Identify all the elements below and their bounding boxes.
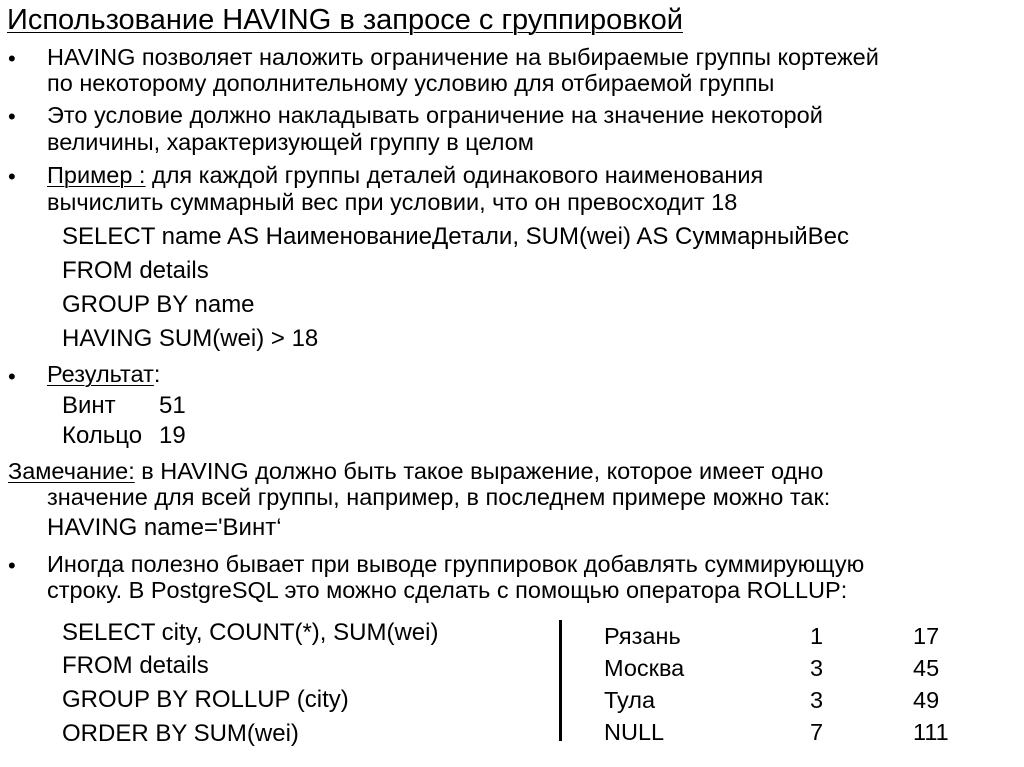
table-cell-count: 3 bbox=[810, 655, 824, 681]
table-cell-city: Москва bbox=[604, 655, 685, 681]
table-cell-sum: 49 bbox=[913, 687, 940, 713]
result-row-name: Винт bbox=[62, 392, 116, 419]
slide-title: Использование HAVING в запросе с группировкой bbox=[7, 4, 683, 36]
bullet-3-line-1 bbox=[47, 162, 763, 188]
bullet-3-line-2: вычислить суммарный вес при условии, что он превосходит 18 bbox=[47, 189, 738, 215]
table-cell-count: 1 bbox=[810, 623, 824, 649]
result-row-value: 19 bbox=[159, 422, 186, 449]
result-label bbox=[47, 361, 160, 387]
result-label-text: Результат bbox=[47, 361, 154, 387]
table-cell-sum: 17 bbox=[913, 623, 940, 649]
note-text: в HAVING должно быть такое выражение, которое имеет одно bbox=[134, 458, 824, 484]
rollup-line-1: Иногда полезно бывает при выводе группировок добавлять суммирующую bbox=[47, 551, 865, 577]
note-line-1 bbox=[8, 458, 823, 484]
bullet-dot: • bbox=[8, 553, 16, 578]
note-example: HAVING name='Винт‘ bbox=[47, 514, 282, 541]
query1-line: SELECT name AS НаименованиеДетали, SUM(wei) AS СуммарныйВес bbox=[62, 223, 850, 250]
table-cell-count: 7 bbox=[810, 719, 824, 745]
table-cell-sum: 45 bbox=[913, 655, 940, 681]
query2-line: ORDER BY SUM(wei) bbox=[62, 720, 299, 747]
bullet-dot: • bbox=[8, 104, 16, 129]
table-cell-city: Рязань bbox=[604, 623, 681, 649]
example-label: Пример : bbox=[47, 162, 146, 188]
table-cell-city: NULL bbox=[604, 719, 665, 745]
rollup-line-2: строку. В PostgreSQL это можно сделать с помощью оператора ROLLUP: bbox=[47, 577, 848, 603]
result-row-name: Кольцо bbox=[62, 422, 143, 449]
bullet-dot: • bbox=[8, 164, 16, 189]
bullet-1-line-2: по некоторому дополнительному условию для отбираемой группы bbox=[47, 70, 775, 96]
note-label: Замечание: bbox=[8, 458, 135, 484]
query2-line: SELECT city, COUNT(*), SUM(wei) bbox=[62, 619, 439, 646]
query1-line: HAVING SUM(wei) > 18 bbox=[62, 325, 319, 352]
bullet-dot: • bbox=[8, 46, 16, 71]
table-cell-sum: 111 bbox=[913, 719, 949, 745]
note-line-2: значение для всей группы, например, в последнем примере можно так: bbox=[47, 484, 831, 510]
bullet-1-line-1: HAVING позволяет наложить ограничение на выбираемые группы кортежей bbox=[47, 44, 879, 70]
table-cell-city: Тула bbox=[604, 687, 656, 713]
table-divider bbox=[559, 620, 562, 741]
query2-line: FROM details bbox=[62, 652, 209, 679]
result-row-value: 51 bbox=[159, 392, 186, 419]
bullet-2-line-2: величины, характеризующей группу в целом bbox=[47, 129, 534, 155]
result-colon: : bbox=[153, 361, 161, 387]
example-text: для каждой группы деталей одинакового наименования bbox=[145, 162, 764, 188]
table-cell-count: 3 bbox=[810, 687, 824, 713]
query1-line: GROUP BY name bbox=[62, 291, 255, 318]
query2-line: GROUP BY ROLLUP (city) bbox=[62, 686, 349, 713]
bullet-2-line-1: Это условие должно накладывать ограничение на значение некоторой bbox=[47, 102, 823, 128]
bullet-dot: • bbox=[8, 364, 16, 389]
query1-line: FROM details bbox=[62, 257, 209, 284]
